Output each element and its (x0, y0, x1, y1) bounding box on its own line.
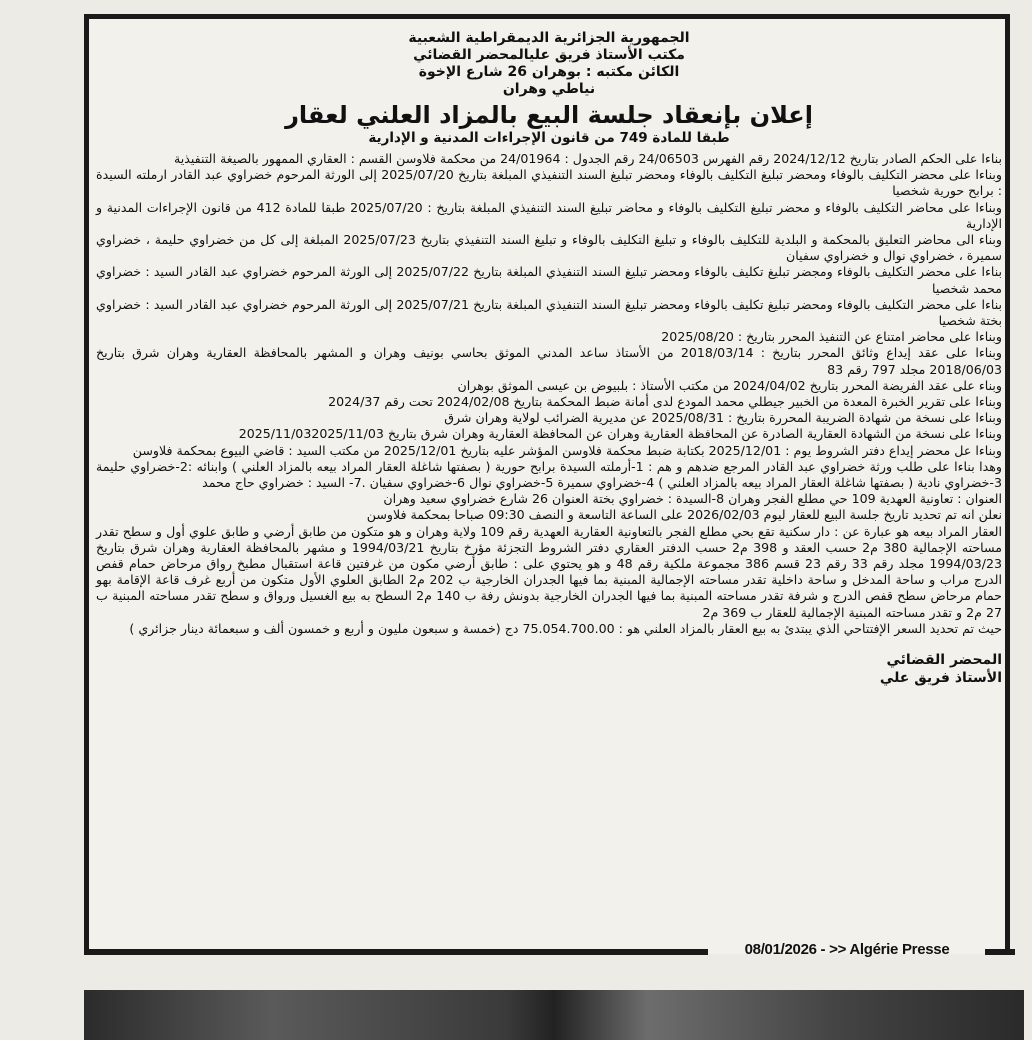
republic-line: الجمهورية الجزائرية الديمقراطية الشعبية (408, 30, 690, 46)
address-line: الكائن مكتبه : بوهران 26 شارع الإخوة (418, 64, 680, 80)
paragraph: بناءا على محضر التكليف بالوفاء ومحضر تبليغ تكليف بالوفاء ومحضر تبليغ السند التنفيذي المبلغة بتاريخ 2025/07/21 إلى الورثة المرحوم خضراوي عبد القادر السيد : خضراوي بختة شخصيا (96, 296, 1003, 329)
source-attribution: 08/01/2026 - >> Algérie Presse (744, 941, 950, 958)
notice-subtitle: طبقا للمادة 749 من قانون الإجراءات المدنية و الإدارية (368, 130, 730, 146)
paragraph: وبناءا على محاضر التكليف بالوفاء و محضر تبليغ التكليف بالوفاء و محاضر تبليغ السند التنفيذي المبلغة بتاريخ : 2025/07/20 طبقا للمادة 412 من قانون الإجراءات المدنية و الإدارية (96, 199, 1002, 231)
paragraph: وبناءا على محضر التكليف بالوفاء ومحضر تبليغ التكليف بالوفاء ومحضر تبليغ السند التنفيذي المبلغة بتاريخ 2025/07/20 إلى الورثة المرحوم خضراوي عبد القادر ارملته السيدة : برابح حورية شخصيا (96, 167, 1002, 199)
adjacent-photo-strip (84, 990, 1024, 1040)
paragraph: العقار المراد بيعه هو عبارة عن : دار سكنية تقع بحي مطلع الفجر بالتعاونية العقارية العهدية رقم 109 ولاية وهران و هو متكون من طابق أرضي و طابق علوي أول و سطح تقدر مساحته الإجمالية 380 م2 حسب العقد و 398 م2 حسب الدفتر العقاري دفتر الشروط التجزئة مؤرخ بتاريخ 1994/03/21 و مشهر بالمحافظة العقارية وهران شرق بتاريخ 1994/03/23 مجلد رقم 33 رقم 23 قسم 386 مجموعة ملكية رقم 48 و هو يحتوي على : طابق أرضي مكون من غرفتين قاعة استقبال مطبخ رواق مرحاض حمام قفص الدرج مراب و ساحة المدخل و ساحة داخلية تقدر مساحته الإجمالية المبنية بما فيها الجدران الخارجية ب 202 م2 الطابق العلوي الأول متكون من أربع غرف قاعة الإقامة بهو حمام مرحاض سطح قفص الدرج و شرفة تقدر مساحته المبنية بما فيها الجدران الخارجية بدونش رفة ب 140 م2 السطح به بيع الغسيل ورواق و سطح تقدر مساحته المبنية ب 27 م2 و تقدر مساحته المبنية الإجمالية للعقار ب 369 م2 (96, 523, 1002, 620)
paragraph: وبناءا على محاضر امتناع عن التنفيذ المحرر بتاريخ : 2025/08/20 (661, 329, 1002, 345)
paragraph: وبناءا على عقد إيداع وثائق المحرر بتاريخ : 2018/03/14 من الأستاذ ساعد المدني الموثق بحاسي بونيف وهران و المشهر بالمحافظة العقارية وهران شرق بتاريخ 2018/06/03 مجلد 797 رقم 83 (96, 345, 1002, 377)
paragraph: وبناء على عقد الفريضة المحرر بتاريخ 2024/04/02 من مكتب الأستاذ : بلبيوض بن عيسى الموثق بوهران (457, 377, 1002, 393)
frame-bottom-rule-end (985, 949, 1015, 955)
paragraph: وبناءا على نسخة من شهادة الضريبة المحررة بتاريخ : 2025/08/31 عن مديرية الضرائب لولاية وهران شرق (444, 410, 1002, 426)
office-line: مكتب الأستاذ فريق عليالمحضر القضائي (413, 47, 685, 63)
signature-block (96, 651, 1002, 687)
signature-name: الأستاذ فريق علي (879, 670, 1002, 687)
paragraph: العنوان : تعاونية العهدية 109 حي مطلع الفجر وهران 8-السيدة : خضراوي بختة العنوان 26 شارع خضراوي سعيد وهران (383, 491, 1002, 507)
paragraph: وبناءا على نسخة من الشهادة العقارية الصادرة عن المحافظة العقارية وهران عن المحافظة العقارية وهران شرق بتاريخ 2025/11/032025/11/03 (238, 426, 1002, 442)
notice-content (96, 30, 1002, 687)
issuer-header (96, 30, 1002, 98)
paragraph: بناءا على محضر التكليف بالوفاء ومجضر تبليغ تكليف بالوفاء ومحضر تبليغ السند التنفيذي المبلغة بتاريخ 2025/07/22 إلى الورثة المرحوم خضراوي عبد القادر السيد : خضراوي محمد شخصيا (96, 264, 1003, 296)
paragraph: وبناءا على تقرير الخبرة المعدة من الخبير جيطلي محمد المودع لدى أمانة ضبط المحكمة بتاريخ 2024/02/08 تحت رقم 2024/37 (328, 394, 1002, 410)
paragraph: بناءا على الحكم الصادر بتاريخ 2024/12/12 رقم الفهرس 24/06503 رقم الجدول : 24/01964 من محكمة فلاوسن القسم : العقاري الممهور بالصيغة التنفيذية (174, 151, 1002, 166)
paragraph: وبناء الى محاضر التعليق بالمحكمة و البلدية للتكليف بالوفاء و تبليغ التكليف بالوفاء و تبليغ السند التنفيذي بتاريخ 2025/07/23 المبلغة إلى كل من خضراوي حليمة ، خضراوي سميرة ، خضراوي نوال و خضراوي سفيان (96, 232, 1002, 264)
signature-role: المحضر القضائي (886, 652, 1002, 669)
paragraph: نعلن انه تم تحديد تاريخ جلسة البيع للعقار ليوم 2026/02/03 على الساعة التاسعة و النصف 09:30 صباحا بمحكمة فلاوسن (366, 507, 1002, 523)
paragraph: وبناءا عل محضر إيداع دفتر الشروط يوم : 2025/12/01 بكتابة ضبط محكمة فلاوسن المؤشر عليه بتاريخ 2025/12/01 من مكتب السيد : قاضي البيوع بمحكمة فلاوسن (132, 442, 1002, 458)
notice-title: إعلان بإنعقاد جلسة البيع بالمزاد العلني لعقار (285, 101, 813, 129)
city-line: نياطي وهران (502, 81, 596, 97)
paragraph: حيث تم تحديد السعر الإفتتاحي الذي يبتدئ به بيع العقار بالمزاد العلني هو : 75.054.700.00 دج (خمسة و سبعون مليون و أربع و خمسون ألف و سبعمائة دينار جزائري ) (129, 620, 1002, 636)
frame-bottom-rule (84, 949, 708, 955)
paragraph: وهدا بناءا على طلب ورثة خضراوي عبد القادر المرجع ضدهم و هم : 1-أرملته السيدة برابح حورية ( بصفتها شاغلة العقار المراد بيعه بالمزاد العلني ) وابنائه :2-خضراوي حليمة 3-خضراوي نادية ( بصفتها شاغلة العقار المراد بيعه بالمزاد العلني ) 4-خضراوي سميرة 5-خضراوي نوال 6-خضراوي سفيان .7- السيد : خضراوي حاج محمد (96, 458, 1002, 491)
notice-body (96, 151, 1002, 637)
